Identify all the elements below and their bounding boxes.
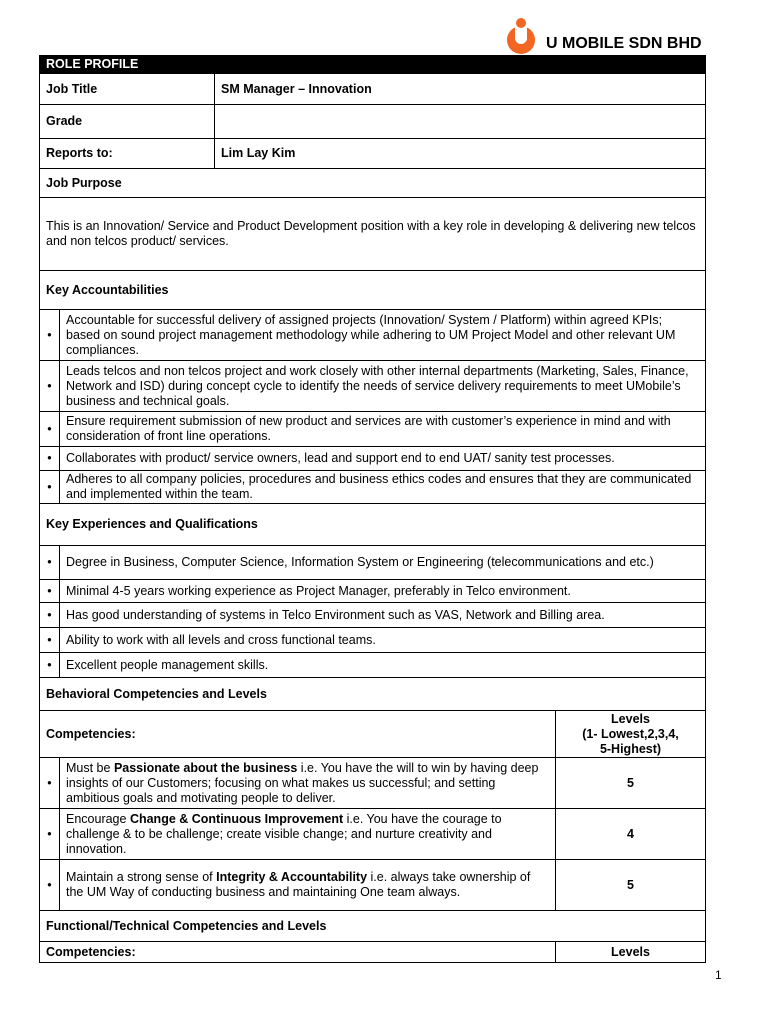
competency-level: 4 [556,809,706,860]
reports-to-value: Lim Lay Kim [215,139,706,169]
competency-row [40,860,706,911]
list-item [40,471,706,504]
key-accountabilities-heading-row [40,271,706,310]
grade-label: Grade [40,105,215,139]
functional-levels-header: Levels [556,942,706,963]
job-purpose-text-row [40,198,706,271]
levels-header-line: Levels [611,711,650,726]
behavioral-columns-row [40,711,706,758]
page-number: 1 [715,968,722,982]
functional-heading: Functional/Technical Competencies and Levels [40,911,706,942]
levels-header-line: (1- Lowest,2,3,4, [582,726,679,741]
bullet: • [40,412,60,447]
competency-post: i.e. You have the courage to challenge & to be challenge; create visible change; and nurture creativity and innovation. [66,811,502,856]
accountability-text: Leads telcos and non telcos project and work closely with other internal departments (Marketing, Sales, Finance, Network and ISD) during concept cycle to identify the needs of service delivery requirements to meet UMobile’s business and technical goals. [60,361,706,412]
bullet: • [40,471,60,504]
job-title-label: Job Title [40,74,215,105]
accountability-text: Adheres to all company policies, procedures and business ethics codes and ensures that they are communicated and implemented within the team. [60,471,706,504]
reports-to-label: Reports to: [40,139,215,169]
bullet: • [40,447,60,471]
competency-post: i.e. always take ownership of the UM Way of conducting business and maintaining One team always. [66,870,531,899]
competency-bold: Change & Continuous Improvement [129,811,344,826]
experience-text: Excellent people management skills. [60,653,706,678]
experience-text: Degree in Business, Computer Science, Information System or Engineering (telecommunications and etc.) [60,546,706,580]
grade-value [215,105,706,139]
bullet: • [40,860,60,911]
list-item [40,580,706,603]
list-item [40,310,706,361]
competency-level: 5 [556,758,706,809]
competency-row [40,809,706,860]
competency-row [40,758,706,809]
list-item [40,412,706,447]
experience-text: Minimal 4-5 years working experience as Project Manager, preferably in Telco environment. [60,580,706,603]
levels-header-line: 5-Highest) [599,741,662,756]
competency-text [60,860,556,911]
levels-header [556,711,706,758]
functional-competencies-label: Competencies: [40,942,556,963]
behavioral-heading: Behavioral Competencies and Levels [40,678,706,711]
bullet: • [40,310,60,361]
grade-row [40,105,706,139]
bullet: • [40,809,60,860]
behavioral-heading-row [40,678,706,711]
competency-level: 5 [556,860,706,911]
key-accountabilities-heading: Key Accountabilities [40,271,706,310]
experience-text: Has good understanding of systems in Telco Environment such as VAS, Network and Billing area. [60,603,706,628]
list-item [40,628,706,653]
bullet: • [40,653,60,678]
bullet: • [40,580,60,603]
list-item [40,603,706,628]
functional-columns-row [40,942,706,963]
experience-text: Ability to work with all levels and cross functional teams. [60,628,706,653]
competency-text [60,809,556,860]
competencies-label: Competencies: [40,711,556,758]
job-title-row [40,74,706,105]
competency-pre: Must be [66,760,114,775]
competency-bold: Passionate about the business [113,760,298,775]
job-title-value: SM Manager – Innovation [215,74,706,105]
role-profile-table [39,55,706,963]
competency-pre: Encourage [66,811,130,826]
company-name: U MOBILE SDN BHD [546,35,702,52]
list-item [40,653,706,678]
job-purpose-text: This is an Innovation/ Service and Product Development position with a key role in developing & delivering new telcos and non telcos product/ services. [40,198,706,271]
role-profile-title: ROLE PROFILE [40,56,706,74]
bullet: • [40,603,60,628]
competency-post: i.e. You have the will to win by having deep insights of our Customers; focusing on what makes us successful; and setting ambitious goals and motivating people to deliver. [66,760,539,805]
bullet: • [40,546,60,580]
bullet: • [40,361,60,412]
role-profile-header-row [40,56,706,74]
bullet: • [40,758,60,809]
list-item [40,361,706,412]
competency-pre: Maintain a strong sense of [66,870,217,884]
list-item [40,447,706,471]
list-item [40,546,706,580]
job-purpose-heading: Job Purpose [40,169,706,198]
reports-to-row [40,139,706,169]
competency-text [60,758,556,809]
accountability-text: Ensure requirement submission of new product and services are with customer’s experience in mind and with consideration of front line operations. [60,412,706,447]
experiences-heading-row [40,504,706,546]
accountability-text: Collaborates with product/ service owners, lead and support end to end UAT/ sanity test processes. [60,447,706,471]
functional-heading-row [40,911,706,942]
job-purpose-heading-row [40,169,706,198]
competency-bold: Integrity & Accountability [216,870,368,884]
u-mobile-logo-icon [500,18,546,56]
experiences-heading: Key Experiences and Qualifications [40,504,706,546]
accountability-text: Accountable for successful delivery of assigned projects (Innovation/ System / Platform) within agreed KPIs; based on sound project management methodology while adhering to UM Project Model and other relevant UM compliances. [60,310,706,361]
bullet: • [40,628,60,653]
